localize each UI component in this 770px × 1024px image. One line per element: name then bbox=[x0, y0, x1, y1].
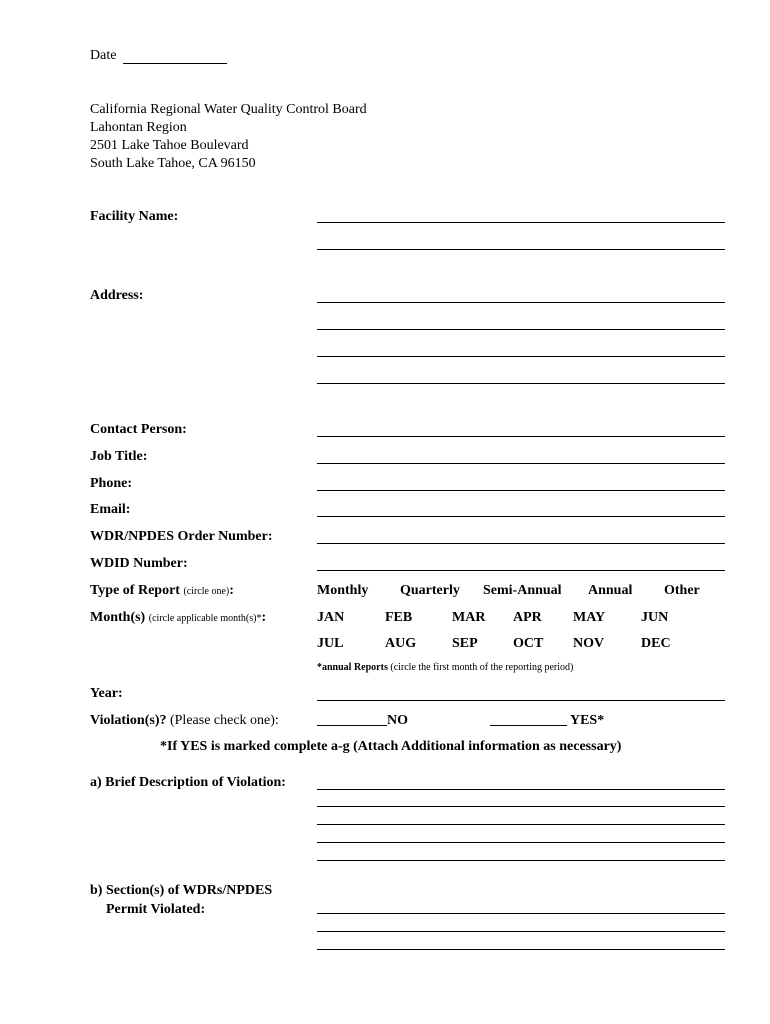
phone-field[interactable] bbox=[317, 490, 725, 491]
month-mar[interactable]: MAR bbox=[452, 610, 486, 625]
section-a-label: a) Brief Description of Violation: bbox=[90, 775, 286, 790]
section-a-field-4[interactable] bbox=[317, 842, 725, 843]
report-option-monthly[interactable]: Monthly bbox=[317, 583, 369, 598]
address-field-2[interactable] bbox=[317, 329, 725, 330]
contact-person-label: Contact Person: bbox=[90, 422, 187, 437]
phone-label: Phone: bbox=[90, 476, 132, 491]
violations-label: Violation(s)? (Please check one): bbox=[90, 713, 279, 728]
month-oct[interactable]: OCT bbox=[513, 636, 544, 651]
month-jan[interactable]: JAN bbox=[317, 610, 345, 625]
email-field[interactable] bbox=[317, 516, 725, 517]
month-dec[interactable]: DEC bbox=[641, 636, 671, 651]
month-jul[interactable]: JUL bbox=[317, 636, 344, 651]
date-label: Date bbox=[90, 48, 117, 63]
email-label: Email: bbox=[90, 502, 131, 517]
section-b-field-3[interactable] bbox=[317, 949, 725, 950]
address-field-4[interactable] bbox=[317, 383, 725, 384]
year-label: Year: bbox=[90, 686, 123, 701]
violation-yes-option[interactable]: ___________ YES* bbox=[490, 713, 605, 728]
report-option-other[interactable]: Other bbox=[664, 583, 700, 598]
order-number-field[interactable] bbox=[317, 543, 725, 544]
month-apr[interactable]: APR bbox=[513, 610, 542, 625]
facility-name-label: Facility Name: bbox=[90, 209, 179, 224]
report-option-semi-annual[interactable]: Semi-Annual bbox=[483, 583, 562, 598]
month-feb[interactable]: FEB bbox=[385, 610, 413, 625]
recipient-line-2: Lahontan Region bbox=[90, 120, 187, 135]
month-nov[interactable]: NOV bbox=[573, 636, 605, 651]
section-a-field-2[interactable] bbox=[317, 806, 725, 807]
section-b-field-1[interactable] bbox=[317, 913, 725, 914]
month-jun[interactable]: JUN bbox=[641, 610, 669, 625]
facility-name-field[interactable] bbox=[317, 222, 725, 223]
address-field-3[interactable] bbox=[317, 356, 725, 357]
report-type-hint: (circle one) bbox=[183, 586, 230, 597]
annual-report-note: *annual Reports (circle the first month of the reporting period) bbox=[317, 662, 574, 673]
contact-person-field[interactable] bbox=[317, 436, 725, 437]
wdid-number-label: WDID Number: bbox=[90, 556, 188, 571]
months-label: Month(s) (circle applicable month(s)*: bbox=[90, 610, 267, 625]
recipient-address bbox=[90, 101, 367, 173]
section-a-field-1[interactable] bbox=[317, 789, 725, 790]
report-option-annual[interactable]: Annual bbox=[588, 583, 633, 598]
wdid-number-field[interactable] bbox=[317, 570, 725, 571]
section-a-field-5[interactable] bbox=[317, 860, 725, 861]
recipient-line-3: 2501 Lake Tahoe Boulevard bbox=[90, 138, 249, 153]
recipient-line-4: South Lake Tahoe, CA 96150 bbox=[90, 156, 256, 171]
section-b-label: b) Section(s) of WDRs/NPDES Permit Violated: bbox=[90, 883, 273, 917]
months-hint: (circle applicable month(s)* bbox=[148, 613, 262, 624]
order-number-label: WDR/NPDES Order Number: bbox=[90, 529, 273, 544]
job-title-label: Job Title: bbox=[90, 449, 148, 464]
address-label: Address: bbox=[90, 288, 144, 303]
report-type-label: Type of Report (circle one): bbox=[90, 583, 234, 598]
violation-no-option[interactable]: __________NO bbox=[317, 713, 408, 728]
year-field[interactable] bbox=[317, 700, 725, 701]
address-field-1[interactable] bbox=[317, 302, 725, 303]
violation-instruction: *If YES is marked complete a-g (Attach Additional information as necessary) bbox=[160, 739, 622, 754]
recipient-line-1: California Regional Water Quality Control Board bbox=[90, 102, 367, 117]
date-field[interactable] bbox=[123, 63, 227, 64]
section-b-field-2[interactable] bbox=[317, 931, 725, 932]
job-title-field[interactable] bbox=[317, 463, 725, 464]
report-option-quarterly[interactable]: Quarterly bbox=[400, 583, 460, 598]
month-may[interactable]: MAY bbox=[573, 610, 606, 625]
facility-name-field-2[interactable] bbox=[317, 249, 725, 250]
section-a-field-3[interactable] bbox=[317, 824, 725, 825]
month-sep[interactable]: SEP bbox=[452, 636, 478, 651]
month-aug[interactable]: AUG bbox=[385, 636, 417, 651]
